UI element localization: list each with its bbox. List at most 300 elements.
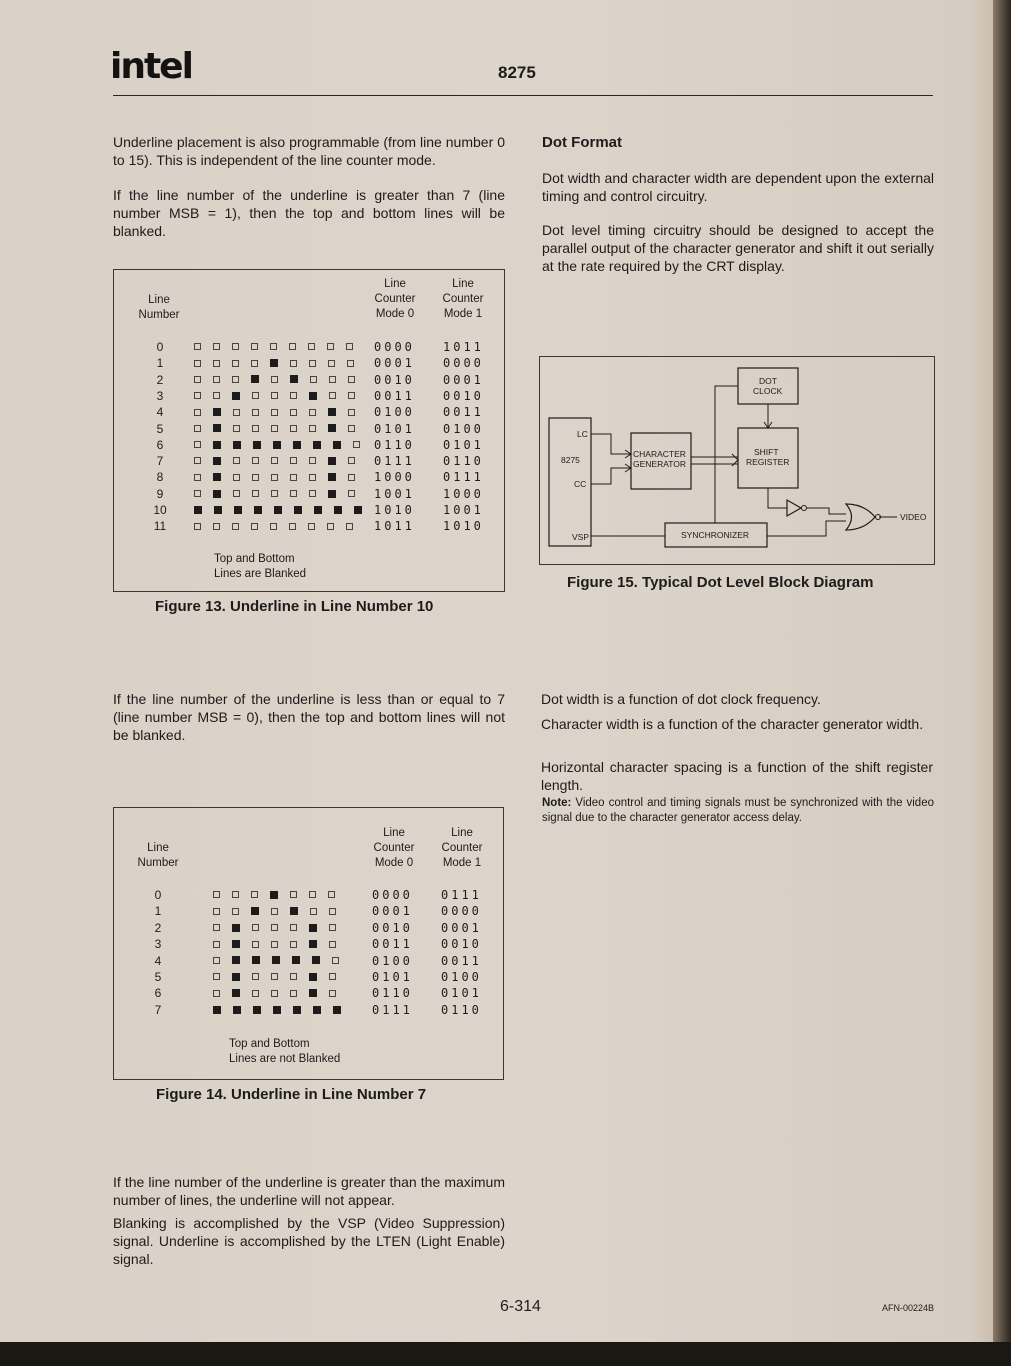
dot-empty	[213, 523, 220, 530]
dot-empty	[348, 457, 355, 464]
dot-matrix-row	[194, 339, 365, 355]
dot-empty	[347, 360, 354, 367]
mode1-cell: 0110	[441, 1002, 482, 1017]
dot-empty	[232, 891, 239, 898]
dot-filled	[328, 424, 336, 432]
dot-empty	[252, 990, 259, 997]
table-row	[114, 469, 494, 485]
dot-empty	[213, 891, 220, 898]
mode1-cell: 1011	[443, 340, 484, 354]
line-number-cell: 6	[156, 437, 164, 452]
dot-empty	[233, 474, 240, 481]
fig13-col-mode0-2: Counter	[374, 293, 416, 305]
dot-matrix-row	[194, 404, 367, 420]
dot-empty	[348, 376, 355, 383]
line-number-cell: 4	[154, 953, 162, 968]
dot-empty	[271, 941, 278, 948]
fig13-col-mode1-3: Mode 1	[443, 308, 483, 320]
header-part-number: 8275	[498, 63, 536, 82]
dot-filled	[213, 490, 221, 498]
mode1-cell: 0100	[441, 970, 482, 984]
dot-empty	[328, 360, 335, 367]
dot-empty	[329, 392, 336, 399]
dot-filled	[272, 956, 280, 964]
mode0-cell: 0010	[372, 920, 413, 935]
mode0-cell: 1010	[374, 503, 415, 517]
mode0-cell: 0000	[372, 888, 413, 902]
dot-empty	[271, 376, 278, 383]
fig14-col-mode1-1: Line	[451, 827, 473, 839]
paragraph-line-greater-than-7: If the line number of the underline is greater than 7 (line number MSB = 1), then the top and bottom lines will be blanked.	[113, 187, 505, 239]
fig15-dotclock-label-1: DOT	[759, 376, 777, 386]
dot-empty	[213, 376, 220, 383]
fig13-col-mode0	[360, 277, 430, 322]
mode0-cell: 0100	[374, 405, 415, 420]
line-number-cell: 2	[154, 920, 162, 935]
figure-15-diagram	[539, 356, 936, 566]
dot-empty	[194, 474, 201, 481]
dot-empty	[289, 343, 296, 350]
mode1-cell: 1010	[443, 519, 484, 534]
dot-empty	[251, 891, 258, 898]
table-row	[114, 953, 494, 969]
fig15-chargen-label-2: GENERATOR	[633, 459, 687, 469]
dot-filled	[313, 1006, 321, 1014]
dot-empty	[290, 457, 297, 464]
dot-empty	[252, 392, 259, 399]
line-number-cell: 5	[154, 970, 162, 984]
mode0-cell: 1000	[374, 470, 415, 485]
dot-empty	[270, 523, 277, 530]
fig13-note-line2: Lines are Blanked	[214, 568, 307, 580]
paragraph-dot-width: Dot width and character width are dependent upon the external timing and control circuitry.	[542, 170, 934, 204]
table-row	[114, 936, 494, 952]
dot-empty	[271, 474, 278, 481]
dot-matrix-row	[213, 903, 348, 919]
dot-empty	[290, 891, 297, 898]
dot-filled	[333, 441, 341, 449]
dot-empty	[194, 376, 201, 383]
intel-logo: intel	[110, 46, 192, 87]
line-number-cell: 7	[156, 454, 164, 469]
dot-empty	[271, 990, 278, 997]
table-row	[114, 388, 494, 404]
line-number-cell: 0	[156, 340, 164, 354]
mode0-cell: 1011	[374, 519, 415, 534]
line-number-cell: 7	[154, 1002, 162, 1017]
dot-empty	[213, 343, 220, 350]
dot-empty	[271, 425, 278, 432]
mode0-cell: 0101	[374, 421, 415, 436]
fig13-col-mode1-1: Line	[452, 278, 474, 290]
dot-empty	[252, 409, 259, 416]
figure-14-box	[113, 807, 504, 1080]
fig13-col-line-number-1: Line	[148, 294, 170, 306]
line-number-cell: 8	[156, 470, 164, 485]
table-row	[114, 903, 494, 919]
fig13-note	[214, 552, 306, 582]
dot-filled	[293, 441, 301, 449]
dot-empty	[309, 457, 316, 464]
dot-matrix-row	[194, 453, 367, 469]
figure-13-box	[113, 269, 505, 592]
fig14-col-line-number-1: Line	[147, 842, 169, 854]
paragraph-dot-level-timing: Dot level timing circuitry should be designed to accept the parallel output of the character generator and shift it out serially at the rate required by the CRT display.	[542, 222, 934, 274]
dot-matrix-row	[194, 388, 367, 404]
mode1-cell: 1001	[443, 503, 484, 517]
table-row	[114, 486, 494, 502]
dot-matrix-row	[194, 355, 366, 371]
mode0-cell: 0111	[372, 1002, 413, 1017]
paragraph-greater-than-max: If the line number of the underline is greater than the maximum number of lines, the underline will not appear.	[113, 1174, 505, 1208]
line-number-cell: 6	[154, 986, 162, 1001]
dot-empty	[309, 425, 316, 432]
dot-filled	[309, 989, 317, 997]
mode0-cell: 0010	[374, 372, 415, 387]
dot-matrix-row	[213, 887, 347, 903]
fig15-cc-label: CC	[574, 479, 587, 489]
fig15-dotclock-label-2: CLOCK	[753, 386, 783, 396]
dot-empty	[194, 523, 201, 530]
note-video-control	[542, 796, 934, 826]
dot-filled	[234, 506, 242, 514]
dot-filled	[270, 359, 278, 367]
dot-empty	[290, 392, 297, 399]
dot-matrix-row	[194, 421, 367, 437]
fig14-col-mode1-3: Mode 1	[442, 857, 482, 869]
dot-empty	[308, 523, 315, 530]
dot-empty	[329, 376, 336, 383]
dot-empty	[348, 474, 355, 481]
mode1-cell: 0011	[441, 953, 482, 968]
dot-matrix-row	[194, 502, 374, 518]
dot-empty	[290, 490, 297, 497]
dot-filled	[309, 973, 317, 981]
dot-empty	[213, 360, 220, 367]
page-edge-shadow	[993, 0, 1011, 1342]
dot-empty	[213, 941, 220, 948]
dot-filled	[328, 408, 336, 416]
fig15-or-gate	[846, 504, 875, 530]
dot-empty	[270, 343, 277, 350]
table-row	[114, 421, 494, 437]
dot-filled	[213, 473, 221, 481]
dot-filled	[314, 506, 322, 514]
dot-empty	[252, 973, 259, 980]
dot-empty	[232, 523, 239, 530]
table-row	[114, 969, 494, 985]
fig14-note	[229, 1037, 340, 1067]
dot-empty	[213, 392, 220, 399]
dot-empty	[194, 457, 201, 464]
mode0-cell: 0100	[372, 953, 413, 968]
dot-empty	[308, 343, 315, 350]
dot-filled	[270, 891, 278, 899]
dot-filled	[273, 441, 281, 449]
mode0-cell: 0110	[372, 986, 413, 1001]
dot-empty	[194, 490, 201, 497]
dot-filled	[290, 375, 298, 383]
dot-filled	[232, 392, 240, 400]
mode1-cell: 0111	[443, 470, 484, 485]
mode1-cell: 0011	[443, 405, 484, 420]
heading-dot-format: Dot Format	[542, 134, 622, 151]
note-text: Video control and timing signals must be synchronized with the video signal due to the character generator access delay.	[542, 797, 934, 824]
dot-empty	[233, 490, 240, 497]
fig15-video-label: VIDEO	[900, 512, 927, 522]
mode1-cell: 0001	[441, 920, 482, 935]
dot-filled	[313, 441, 321, 449]
mode1-cell: 0110	[443, 454, 484, 469]
dot-empty	[290, 973, 297, 980]
mode0-cell: 0101	[372, 970, 413, 984]
dot-filled	[232, 924, 240, 932]
fig13-col-mode1-2: Counter	[442, 293, 484, 305]
dot-filled	[294, 506, 302, 514]
dot-filled	[328, 473, 336, 481]
fig13-col-mode0-1: Line	[384, 278, 406, 290]
dot-filled	[251, 907, 259, 915]
dot-empty	[329, 941, 336, 948]
dot-empty	[309, 360, 316, 367]
dot-empty	[194, 392, 201, 399]
dot-filled	[309, 924, 317, 932]
line-number-cell: 4	[156, 405, 164, 420]
dot-empty	[290, 409, 297, 416]
dot-filled	[309, 940, 317, 948]
paragraph-underline-placement: Underline placement is also programmable (from line number 0 to 15). This is independent of the line counter mode.	[113, 134, 505, 168]
dot-empty	[328, 891, 335, 898]
dot-filled	[274, 506, 282, 514]
mode0-cell: 0011	[372, 937, 413, 952]
line-number-cell: 3	[154, 937, 162, 952]
dot-empty	[348, 409, 355, 416]
dot-empty	[289, 523, 296, 530]
dot-matrix-row	[194, 372, 367, 388]
dot-empty	[194, 441, 201, 448]
dot-empty	[252, 490, 259, 497]
dot-empty	[309, 409, 316, 416]
dot-filled	[328, 457, 336, 465]
dot-filled	[233, 441, 241, 449]
dot-empty	[348, 392, 355, 399]
dot-empty	[233, 409, 240, 416]
dot-empty	[348, 425, 355, 432]
table-row	[114, 453, 494, 469]
mode0-cell: 0001	[374, 356, 415, 371]
dot-empty	[309, 490, 316, 497]
dot-empty	[290, 474, 297, 481]
dot-empty	[329, 924, 336, 931]
fig14-col-mode1	[427, 826, 497, 871]
dot-empty	[233, 457, 240, 464]
line-number-cell: 11	[153, 519, 167, 534]
dot-filled	[252, 956, 260, 964]
mode1-cell: 0000	[443, 356, 484, 371]
dot-filled	[253, 1006, 261, 1014]
dot-filled	[213, 457, 221, 465]
dot-empty	[271, 409, 278, 416]
dot-empty	[332, 957, 339, 964]
fig13-col-line-number	[124, 293, 194, 323]
fig13-col-mode0-3: Mode 0	[375, 308, 415, 320]
dot-matrix-row	[213, 969, 348, 985]
line-number-cell: 1	[154, 904, 162, 919]
mode1-cell: 0101	[441, 986, 482, 1001]
dot-empty	[252, 941, 259, 948]
dot-filled	[333, 1006, 341, 1014]
dot-empty	[346, 523, 353, 530]
line-number-cell: 9	[156, 486, 164, 501]
fig14-col-line-number-2: Number	[137, 857, 179, 869]
dot-empty	[290, 990, 297, 997]
dot-empty	[329, 973, 336, 980]
table-row	[114, 887, 494, 903]
dot-empty	[233, 425, 240, 432]
line-number-cell: 5	[156, 421, 164, 436]
dot-empty	[348, 490, 355, 497]
dot-matrix-row	[213, 1002, 353, 1018]
dot-empty	[271, 924, 278, 931]
dot-filled	[232, 940, 240, 948]
dot-filled	[290, 907, 298, 915]
dot-empty	[309, 474, 316, 481]
dot-empty	[271, 392, 278, 399]
fig15-lc-label: LC	[577, 429, 588, 439]
table-row	[114, 355, 494, 371]
fig14-col-mode1-2: Counter	[441, 842, 483, 854]
dot-filled	[354, 506, 362, 514]
dot-filled	[232, 973, 240, 981]
fig15-shiftreg-label-2: REGISTER	[746, 457, 790, 467]
dot-filled	[254, 506, 262, 514]
dot-empty	[290, 360, 297, 367]
fig15-chip-label: 8275	[561, 455, 580, 465]
dot-empty	[290, 924, 297, 931]
table-row	[114, 1002, 494, 1018]
table-row	[114, 404, 494, 420]
dot-matrix-row	[194, 469, 367, 485]
dot-empty	[194, 343, 201, 350]
table-row	[114, 502, 494, 518]
dot-empty	[251, 523, 258, 530]
dot-empty	[232, 908, 239, 915]
dot-filled	[213, 408, 221, 416]
dot-filled	[292, 956, 300, 964]
dot-empty	[327, 523, 334, 530]
dot-filled	[214, 506, 222, 514]
page-number: 6-314	[500, 1298, 541, 1315]
dot-filled	[213, 1006, 221, 1014]
dot-matrix-row	[213, 920, 348, 936]
line-number-cell: 10	[153, 503, 167, 517]
fig14-col-mode0-1: Line	[383, 827, 405, 839]
mode1-cell: 0100	[443, 421, 484, 436]
dot-empty	[251, 360, 258, 367]
fig14-note-line2: Lines are not Blanked	[229, 1053, 341, 1065]
figure-13-caption: Figure 13. Underline in Line Number 10	[155, 598, 434, 615]
dot-filled	[273, 1006, 281, 1014]
dot-empty	[271, 490, 278, 497]
paragraph-dot-clock: Dot width is a function of dot clock frequency.	[541, 691, 821, 707]
fig15-buffer-bubble	[802, 506, 807, 511]
fig13-note-line1: Top and Bottom	[214, 553, 295, 565]
mode1-cell: 1000	[443, 486, 484, 501]
figure-14-caption: Figure 14. Underline in Line Number 7	[156, 1086, 427, 1103]
mode1-cell: 0010	[441, 937, 482, 952]
dot-empty	[309, 891, 316, 898]
dot-matrix-row	[213, 936, 348, 952]
mode0-cell: 0111	[374, 454, 415, 469]
dot-filled	[251, 375, 259, 383]
dot-matrix-row	[213, 953, 351, 969]
dot-empty	[329, 908, 336, 915]
line-number-cell: 2	[156, 372, 164, 387]
fig13-col-mode1	[428, 277, 498, 322]
mode1-cell: 0010	[443, 388, 484, 403]
mode0-cell: 0110	[374, 437, 415, 452]
table-row	[114, 985, 494, 1001]
fig14-col-mode0-2: Counter	[373, 842, 415, 854]
dot-empty	[271, 973, 278, 980]
table-row	[114, 920, 494, 936]
table-row	[114, 437, 494, 453]
dot-filled	[334, 506, 342, 514]
dot-empty	[194, 409, 201, 416]
dot-empty	[290, 941, 297, 948]
paragraph-line-less-equal-7: If the line number of the underline is less than or equal to 7 (line number MSB = 0), then the top and bottom lines will not be blanked.	[113, 691, 505, 743]
dot-empty	[252, 924, 259, 931]
mode1-cell: 0111	[441, 888, 482, 902]
figure-15-caption: Figure 15. Typical Dot Level Block Diagram	[567, 574, 874, 591]
document-code: AFN-00224B	[882, 1303, 935, 1313]
dot-empty	[252, 474, 259, 481]
dot-filled	[293, 1006, 301, 1014]
fig15-vsp-label: VSP	[572, 532, 590, 542]
paragraph-char-width: Character width is a function of the character generator width.	[541, 716, 924, 732]
dot-empty	[310, 908, 317, 915]
dot-matrix-row	[194, 518, 365, 534]
dot-empty	[329, 990, 336, 997]
dot-filled	[232, 989, 240, 997]
dot-filled	[213, 424, 221, 432]
dot-empty	[232, 376, 239, 383]
dot-empty	[310, 376, 317, 383]
dot-empty	[252, 425, 259, 432]
dot-empty	[194, 425, 201, 432]
fig14-col-mode0-3: Mode 0	[374, 857, 414, 869]
note-label: Note:	[542, 797, 572, 809]
mode1-cell: 0101	[443, 437, 484, 452]
fig13-col-line-number-2: Number	[138, 309, 180, 321]
dot-filled	[312, 956, 320, 964]
fig14-col-line-number	[123, 841, 193, 871]
fig15-chargen-label-1: CHARACTER	[633, 449, 686, 459]
table-row	[114, 518, 494, 534]
dot-empty	[232, 343, 239, 350]
fig15-sync-label: SYNCHRONIZER	[681, 530, 750, 540]
mode1-cell: 0000	[441, 904, 482, 919]
dot-empty	[213, 957, 220, 964]
fig14-col-mode0	[359, 826, 429, 871]
line-number-cell: 3	[156, 388, 164, 403]
mode0-cell: 0000	[374, 340, 415, 354]
dot-empty	[194, 360, 201, 367]
dot-empty	[353, 441, 360, 448]
dot-empty	[213, 990, 220, 997]
dot-filled	[253, 441, 261, 449]
dot-matrix-row	[194, 486, 367, 502]
